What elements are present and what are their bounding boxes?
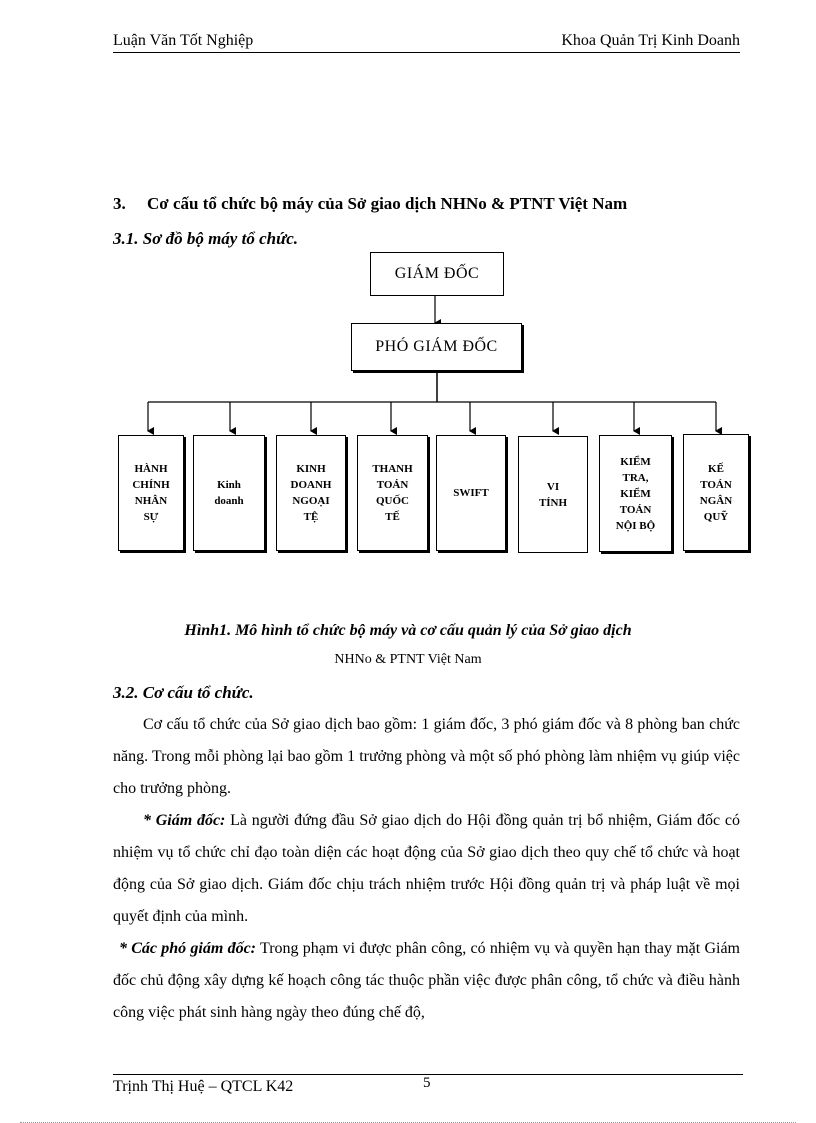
paragraph-structure: Cơ cấu tổ chức của Sở giao dịch bao gồm: 1 giám đốc, 3 phó giám đốc và 8 phòng ban chức năng. Trong mỗi phòng lại bao gồm 1 trưởng phòng và một số phó phòng làm nhiệm vụ giúp việc cho trưởng phòng. [113,716,740,797]
section-heading [113,194,627,214]
dept-label: SWIFT [453,487,489,499]
dept-box-internal-audit [599,435,672,552]
page-number: 5 [423,1075,431,1091]
dept-label: Kinh doanh [214,479,244,507]
deputy-directors-term: * Các phó giám đốc: [119,940,257,957]
deputy-director-label: PHÓ GIÁM ĐỐC [375,338,498,355]
subsection-heading-structure: 3.2. Cơ cấu tổ chức. [113,683,254,702]
dept-label: KIỂM TRA, KIỂM TOÁN NỘI BỘ [615,455,656,532]
dept-box-swift [436,435,506,551]
dept-label: THANH TOÁN QUỐC TẾ [372,463,413,523]
dept-box-business [193,435,265,551]
dept-box-intl-payment [357,435,428,551]
dept-label: KINH DOANH NGOẠI TỆ [290,463,332,523]
director-term: * Giám đốc: [143,812,226,829]
director-label: GIÁM ĐỐC [394,265,480,282]
subsection-heading-org-chart: 3.1. Sơ đồ bộ máy tổ chức. [113,229,299,248]
director-box [370,252,504,296]
deputy-directors-description: Trong phạm vi được phân công, có nhiệm vụ và quyền hạn thay mặt Giám đốc chủ động xây dựng kế hoạch công tác thuộc phần việc được phân công, tổ chức và điều hành công việc phát sinh hàng ngày theo đúng chế độ, [113,940,740,1021]
section-title-text: Cơ cấu tổ chức bộ máy của Sở giao dịch NHNo & PTNT Việt Nam [147,194,628,213]
dept-box-foreign-exchange [276,435,346,551]
dept-label: VI TÍNH [538,480,568,509]
header-faculty: Khoa Quản Trị Kinh Doanh [561,32,740,49]
figure-caption: Hình1. Mô hình tổ chức bộ máy và cơ cấu quản lý của Sở giao dịch [184,622,632,639]
footer-author: Trịnh Thị Huệ – QTCL K42 [113,1078,294,1095]
dept-box-it [518,436,588,553]
page-footer [113,1074,743,1095]
dept-label: KẾ TOÁN NGÂN QUỸ [699,462,733,523]
section-number: 3. [113,194,126,213]
figure-caption-line2: NHNo & PTNT Việt Nam [334,652,482,667]
deputy-director-box [351,323,522,371]
dept-box-admin-hr [118,435,184,551]
director-description: Là người đứng đầu Sở giao dịch do Hội đồng quản trị bổ nhiệm, Giám đốc có nhiệm vụ tổ chức chỉ đạo toàn diện các hoạt động của Sở giao dịch theo quy chế tổ chức và hoạt động của Sở giao dịch. Giám đốc chịu trách nhiệm trước Hội đồng quản trị và pháp luật về mọi quyết định của mình. [113,812,740,925]
paragraph-deputy-directors [113,933,740,1029]
dept-box-accounting-treasury [683,434,749,551]
page-header [113,30,740,53]
dept-label: HÀNH CHÍNH NHÂN SỰ [132,463,170,523]
paragraph-director [113,805,740,933]
header-thesis-title: Luận Văn Tốt Nghiệp [113,32,254,49]
